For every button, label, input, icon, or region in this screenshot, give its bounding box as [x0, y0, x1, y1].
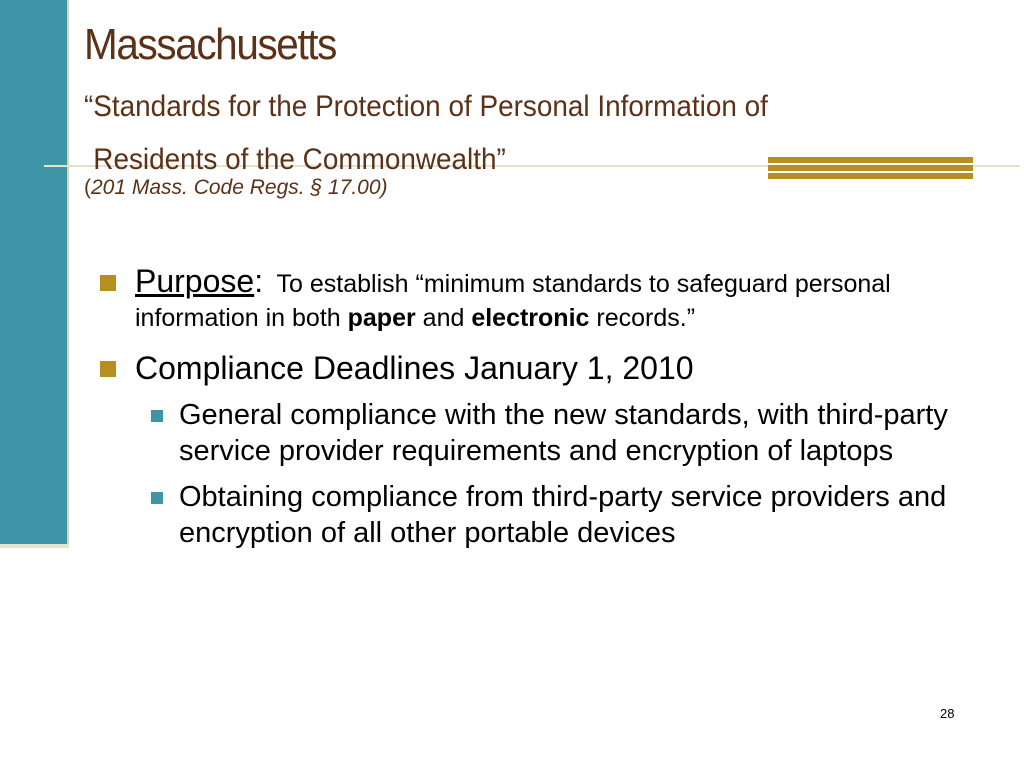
slide-subtitle	[84, 80, 921, 186]
purpose-bold-paper: paper	[347, 304, 416, 332]
sub-bullet-text: General compliance with the new standards, with third-party service provider requirements and encryption of laptops	[179, 399, 948, 467]
citation-text: 201 Mass. Code Regs. § 17.00)	[91, 176, 388, 199]
sidebar-shadow	[0, 544, 69, 548]
citation	[84, 176, 388, 200]
slide-body	[100, 264, 1000, 551]
sub-bullet-square	[151, 492, 163, 504]
purpose-text-a: To establish “minimum standards to safeguard personal information in both	[135, 270, 891, 332]
bullet-square	[100, 361, 116, 377]
bullet-deadlines	[100, 349, 1000, 387]
purpose-bold-electronic: electronic	[471, 304, 590, 332]
purpose-text-c: records.”	[589, 304, 696, 332]
sub-bullet-text: Obtaining compliance from third-party service providers and encryption of all other portable devices	[179, 481, 947, 549]
bullet-square	[100, 275, 116, 291]
purpose-text-b: and	[415, 304, 472, 332]
sub-bullet-square	[151, 410, 163, 422]
bullet-purpose	[100, 264, 1000, 335]
subtitle-line-2: Residents of the Commonwealth”	[93, 143, 506, 176]
sidebar-bar	[0, 0, 67, 544]
sub-bullet-obtaining	[100, 479, 1000, 551]
deadlines-text: Compliance Deadlines January 1, 2010	[135, 350, 694, 386]
purpose-colon: :	[254, 263, 264, 299]
purpose-label: Purpose	[135, 263, 255, 299]
subtitle-line-1: “Standards for the Protection of Personal Information of	[84, 90, 768, 123]
sub-bullet-general	[100, 397, 1000, 469]
sidebar-edge	[67, 0, 69, 546]
slide-title: Massachusetts	[84, 20, 337, 69]
citation-open: (	[84, 176, 91, 199]
page-number: 28	[940, 706, 955, 721]
